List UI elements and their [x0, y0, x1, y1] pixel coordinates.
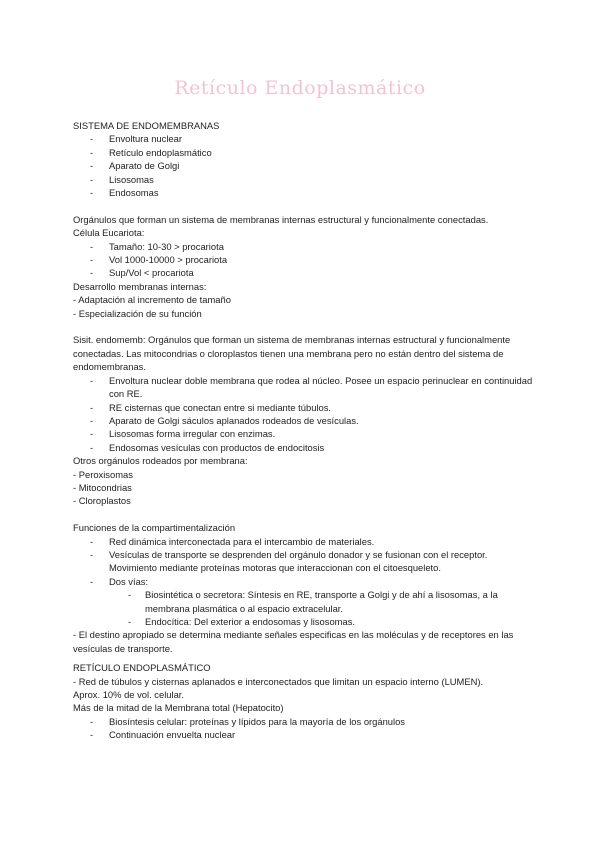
list-item — [73, 132, 533, 145]
list-item-text: Continuación envuelta nuclear — [109, 729, 236, 741]
list-item-text: Aparato de Golgi — [109, 160, 180, 172]
section-heading: RETÍCULO ENDOPLASMÁTICO — [73, 662, 211, 674]
bullet-dash: - — [90, 187, 94, 199]
list-item-text: Lisosomas forma irregular con enzimas. — [109, 428, 276, 440]
paragraph: Célula Eucariota: — [73, 227, 145, 239]
bullet-dash: - — [90, 428, 94, 440]
bullet-dash: - — [90, 173, 94, 185]
list-item-text: Aparato de Golgi sáculos aplanados rodeados de vesículas. — [109, 414, 359, 426]
bullet-dash: - — [90, 548, 94, 560]
bullet-dash: - — [90, 535, 94, 547]
list-item: - Mitocondrias — [73, 481, 132, 493]
list-item-text: Red dinámica interconectada para el intercambio de materiales. — [109, 535, 375, 547]
list-item-text: Biosíntesis celular: proteínas y lípidos para la mayoría de los orgánulos — [109, 715, 405, 727]
list-item-text: Endocítica: Del exterior a endosomas y lisosomas. — [145, 615, 355, 627]
list-item — [73, 186, 533, 199]
list-item: - Cloroplastos — [73, 495, 131, 507]
bullet-dash: - — [90, 160, 94, 172]
paragraph: Desarrollo membranas internas: — [73, 280, 207, 292]
paragraph: Otros orgánulos rodeados por membrana: — [73, 455, 248, 467]
bullet-dash: - — [90, 441, 94, 453]
paragraph: Más de la mitad de la Membrana total (Hepatocito) — [73, 702, 284, 714]
bullet-dash: - — [90, 267, 94, 279]
bullet-dash: - — [90, 729, 94, 741]
paragraph: Aprox. 10% de vol. celular. — [73, 689, 184, 701]
list-item-text: Tamaño: 10-30 > procariota — [109, 240, 224, 252]
list-item-text: Biosintética o secretora: Síntesis en RE, transporte a Golgi y de ahí a lisosomas, a la membrana plasmática o al espacio extracelular. — [145, 589, 498, 614]
list-item: - Especialización de su función — [73, 307, 202, 319]
sub-list-item — [73, 588, 533, 615]
list-item — [73, 441, 533, 454]
list-item-text: Envoltura nuclear doble membrana que rodea al núcleo. Posee un espacio perinuclear en continuidad con RE. — [109, 374, 533, 400]
list-item-text: Lisosomas — [109, 173, 154, 185]
page-title: Retículo Endoplasmático — [174, 77, 426, 99]
document-body — [73, 119, 533, 742]
list-item — [73, 159, 533, 172]
list-item-text: Endosomas — [109, 187, 159, 199]
list-item — [73, 173, 533, 186]
bullet-dash: - — [90, 401, 94, 413]
list-item-text: Sup/Vol < procariota — [109, 267, 194, 279]
bullet-dash: - — [90, 715, 94, 727]
section-heading: Funciones de la compartimentalización — [73, 522, 236, 534]
list-item — [73, 240, 533, 253]
list-item — [73, 728, 533, 741]
list-item — [73, 575, 533, 588]
list-item-text: Envoltura nuclear — [109, 133, 182, 145]
bullet-dash: - — [90, 133, 94, 145]
section-heading: SISTEMA DE ENDOMEMBRANAS — [73, 120, 220, 131]
list-item-text: Dos vías: — [109, 575, 149, 587]
list-item — [73, 427, 533, 440]
bullet-dash: - — [90, 414, 94, 426]
list-item — [73, 253, 533, 266]
list-item-text: RE cisternas que conectan entre si mediante túbulos. — [109, 401, 332, 413]
list-item — [73, 146, 533, 159]
list-item — [73, 374, 533, 401]
bullet-dash: - — [90, 575, 94, 587]
bullet-dash: - — [90, 254, 94, 266]
bullet-dash: - — [90, 374, 94, 386]
list-item — [73, 414, 533, 427]
list-item — [73, 548, 533, 575]
paragraph: Sisit. endomemb: Orgánulos que forman un sistema de membranas internas estructural y funcionalmente conectadas. Las mitocondrias o cloroplastos tienen una membrana pero no están dentro del sistema de endomembranas. — [73, 334, 511, 373]
paragraph: Orgánulos que forman un sistema de membranas internas estructural y funcionalmente conectadas. — [73, 213, 489, 225]
paragraph: - Red de túbulos y cisternas aplanados e interconectados que limitan un espacio interno (LUMEN). — [73, 675, 484, 687]
bullet-dash: - — [90, 240, 94, 252]
list-item: - Peroxisomas — [73, 468, 133, 480]
list-item — [73, 401, 533, 414]
list-item-text: Vol 1000-10000 > procariota — [109, 254, 228, 266]
list-item — [73, 535, 533, 548]
list-item-text: Endosomas vesículas con productos de endocitosis — [109, 441, 325, 453]
list-item: - Adaptación al incremento de tamaño — [73, 294, 231, 306]
sub-list-item — [73, 615, 533, 628]
bullet-dash: - — [90, 146, 94, 158]
list-item-text: Retículo endoplasmático — [109, 146, 212, 158]
list-item-text: Vesículas de transporte se desprenden del orgánulo donador y se fusionan con el receptor. Movimiento mediante proteínas motoras que interaccionan con el citoesqueleto. — [109, 548, 488, 574]
paragraph: - El destino apropiado se determina mediante señales especificas en las moléculas y de receptores en las vesículas de transporte. — [73, 629, 514, 654]
list-item — [73, 715, 533, 728]
bullet-dash: - — [128, 615, 132, 627]
list-item — [73, 266, 533, 279]
bullet-dash: - — [128, 589, 132, 601]
